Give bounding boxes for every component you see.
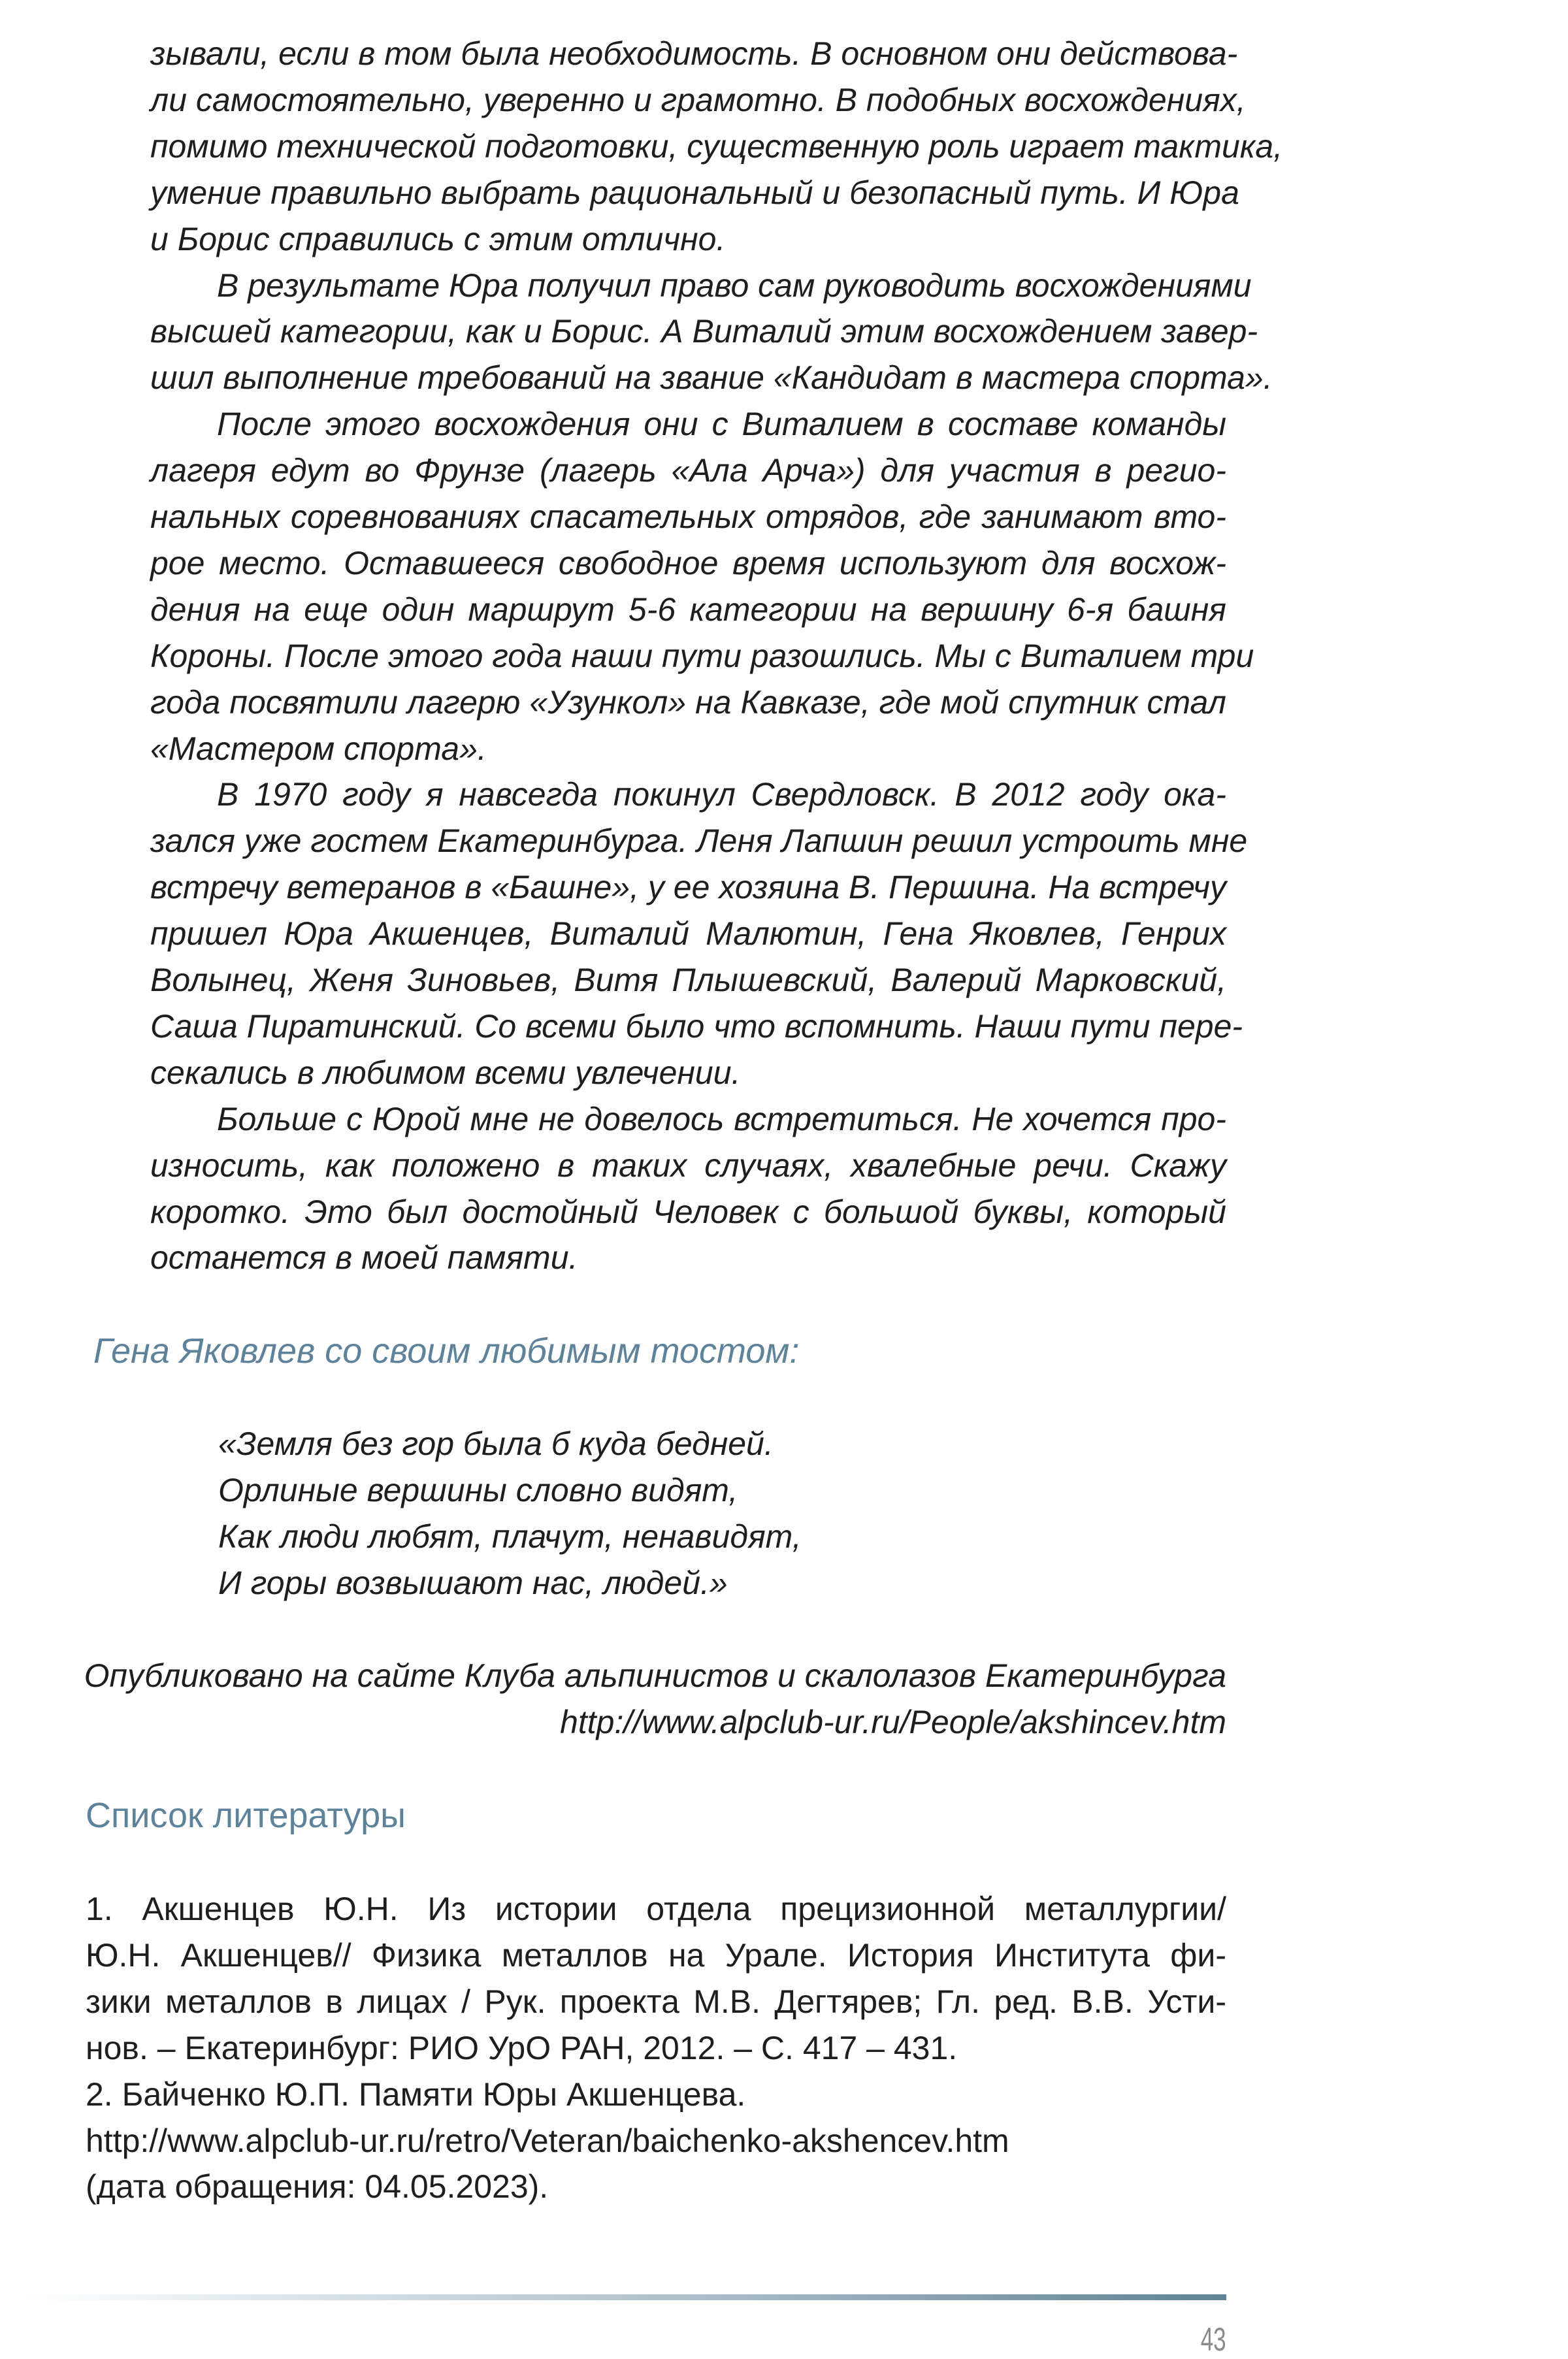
poem-line: Орлиные вершины словно видят,	[218, 1471, 738, 1508]
body-line: коротко. Это был достойный Человек с большой буквы, который	[150, 1193, 1226, 1230]
poem-line: Как люди любят, плачут, ненавидят,	[218, 1518, 802, 1555]
body-line: умение правильно выбрать рациональный и безопасный путь. И Юра	[150, 174, 1239, 211]
body-line: После этого восхождения они с Виталием в составе команды	[217, 406, 1226, 443]
reference-line: 1. Акшенцев Ю.Н. Из истории отдела прецизионной металлургии/	[86, 1891, 1226, 1927]
body-line: дения на еще один маршрут 5-6 категории на вершину 6-я башня	[150, 591, 1226, 628]
body-line: года посвятили лагерю «Узункол» на Кавказе, где мой спутник стал	[150, 683, 1226, 721]
reference-line: Ю.Н. Акшенцев// Физика металлов на Урале. История Института фи-	[86, 1936, 1226, 1974]
references-heading: Список литературы	[86, 1796, 406, 1835]
body-line: лагеря едут во Фрунзе (лагерь «Ала Арча») для участия в регио-	[150, 452, 1226, 489]
reference-line: зики металлов в лицах / Рук. проекта М.В. Дегтярев; Гл. ред. В.В. Усти-	[86, 1983, 1226, 2020]
published-line: Опубликовано на сайте Клуба альпинистов и скалолазов Екатеринбурга	[84, 1657, 1226, 1694]
body-line: Короны. После этого года наши пути разошлись. Мы с Виталием три	[150, 637, 1254, 674]
body-line: и Борис справились с этим отлично.	[150, 220, 726, 257]
reference-line: нов. – Екатеринбург: РИО УрО РАН, 2012. – С. 417 – 431.	[86, 2029, 958, 2066]
body-line: нальных соревнованиях спасательных отрядов, где занимают вто-	[150, 498, 1226, 535]
poem-line: «Земля без гор была б куда бедней.	[218, 1425, 774, 1462]
toast-heading: Гена Яковлев со своим любимым тостом:	[93, 1331, 800, 1371]
reference-line: http://www.alpclub-ur.ru/retro/Veteran/baichenko-akshencev.htm	[86, 2122, 1009, 2159]
body-line: секались в любимом всеми увлечении.	[150, 1054, 741, 1091]
poem-line: И горы возвышают нас, людей.»	[218, 1564, 728, 1601]
page-number: 43	[1201, 2321, 1226, 2358]
body-line: высшей категории, как и Борис. А Виталий этим восхождением завер-	[150, 313, 1258, 350]
body-line: останется в моей памяти.	[150, 1239, 578, 1277]
body-line: зался уже гостем Екатеринбурга. Леня Лапшин решил устроить мне	[150, 822, 1248, 860]
body-line: Волынец, Женя Зиновьев, Витя Плышевский, Валерий Марковский,	[150, 962, 1226, 998]
footer-rule	[26, 2294, 1226, 2300]
body-line: Больше с Юрой мне не довелось встретиться. Не хочется про-	[217, 1100, 1226, 1137]
body-line: встречу ветеранов в «Башне», у ее хозяина В. Першина. На встречу	[150, 869, 1226, 906]
published-line: http://www.alpclub-ur.ru/People/akshincev.htm	[560, 1703, 1226, 1740]
body-line: Саша Пиратинский. Со всеми было что вспомнить. Наши пути пере-	[150, 1007, 1243, 1045]
body-line: шил выполнение требований на звание «Кандидат в мастера спорта».	[150, 359, 1273, 397]
body-line: В 1970 году я навсегда покинул Свердловск. В 2012 году ока-	[217, 776, 1226, 813]
reference-line: 2. Байченко Ю.П. Памяти Юры Акшенцева.	[86, 2075, 746, 2113]
body-line: помимо технической подготовки, существенную роль играет тактика,	[150, 127, 1283, 165]
body-line: пришел Юра Акшенцев, Виталий Малютин, Гена Яковлев, Генрих	[150, 915, 1226, 952]
body-line: В результате Юра получил право сам руководить восхождениями	[217, 267, 1252, 304]
body-line: зывали, если в том была необходимость. В основном они действова-	[150, 35, 1238, 72]
reference-line: (дата обращения: 04.05.2023).	[86, 2168, 549, 2205]
body-line: «Мастером спорта».	[150, 730, 487, 767]
body-line: рое место. Оставшееся свободное время используют для восхож-	[150, 544, 1226, 581]
body-line: ли самостоятельно, уверенно и грамотно. В подобных восхождениях,	[150, 81, 1246, 118]
body-line: износить, как положено в таких случаях, хвалебные речи. Скажу	[150, 1147, 1226, 1184]
